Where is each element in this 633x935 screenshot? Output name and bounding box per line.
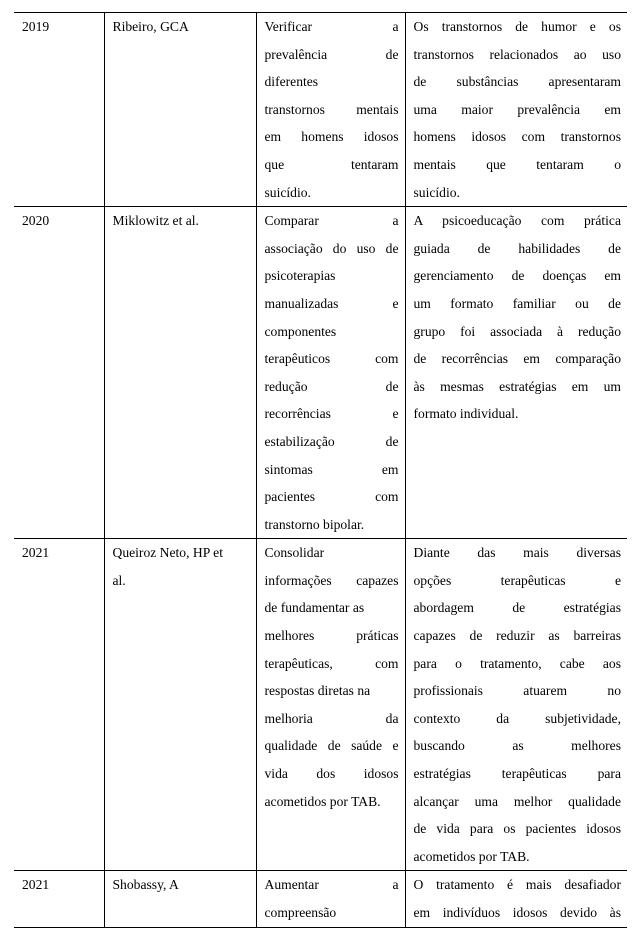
objective-line: Verificar a [264, 19, 399, 34]
objective-line: estabilização de [264, 433, 399, 449]
author-text: Miklowitz et al. [112, 213, 199, 229]
author-cell [104, 207, 256, 539]
result-line: estratégias terapêuticas para [413, 766, 621, 782]
objective-line: vida dos idosos [264, 766, 399, 782]
result-line: guiada de habilidades de [413, 240, 621, 256]
result-line: A psicoeducação com prática [413, 213, 621, 229]
year-text: 2021 [22, 877, 50, 893]
year-text: 2019 [22, 19, 50, 34]
objective-line: sintomas em [264, 461, 399, 477]
result-line: profissionais atuarem no [413, 683, 621, 699]
objective-line: transtorno bipolar. [264, 516, 365, 532]
objective-line: recorrências e [264, 406, 399, 422]
objective-line: terapêuticos com [264, 351, 399, 367]
result-line: formato individual. [413, 406, 519, 422]
result-cell [405, 13, 627, 207]
result-line: gerenciamento de doenças em [413, 268, 621, 284]
author-line: Queiroz Neto, HP et [112, 545, 223, 561]
result-line: grupo foi associada à redução [413, 323, 621, 339]
result-line: alcançar uma melhor qualidade [413, 793, 621, 809]
author-cell [104, 539, 256, 871]
result-cell [405, 207, 627, 539]
result-line: transtornos relacionados ao uso [413, 46, 621, 62]
objective-line: pacientes com [264, 489, 399, 505]
objective-line: em homens idosos [264, 129, 399, 145]
objective-line: manualizadas e [264, 295, 399, 311]
year-text: 2020 [22, 213, 50, 229]
objective-line: diferentes [264, 74, 319, 90]
result-line: opções terapêuticas e [413, 572, 621, 588]
author-line: al. [112, 572, 126, 588]
objective-line: respostas diretas na [264, 683, 371, 699]
objective-line: acometidos por TAB. [264, 793, 381, 809]
objective-line: Comparar a [264, 213, 399, 229]
result-line: de recorrências em comparação [413, 351, 621, 367]
year-cell [14, 207, 104, 539]
objective-cell [256, 207, 405, 539]
year-text: 2021 [22, 545, 50, 561]
author-text: Ribeiro, GCA [112, 19, 189, 34]
objective-line: que tentaram [264, 156, 399, 172]
result-cell [405, 539, 627, 871]
result-line: às mesmas estratégias em um [413, 378, 621, 394]
objective-cell [256, 13, 405, 207]
year-cell [14, 13, 104, 207]
review-table [14, 12, 627, 928]
objective-line: componentes [264, 323, 337, 339]
objective-line: melhoria da [264, 710, 399, 726]
result-line: um formato familiar ou de [413, 295, 621, 311]
table-row [14, 871, 627, 927]
result-line: em indivíduos idosos devido às [413, 905, 621, 920]
objective-line: associação do uso de [264, 240, 399, 256]
result-line: contexto da subjetividade, [413, 710, 621, 726]
result-line: uma maior prevalência em [413, 101, 621, 117]
result-line: mentais que tentaram o [413, 156, 621, 172]
objective-line: prevalência de [264, 46, 399, 62]
result-line: Os transtornos de humor e os [413, 19, 621, 34]
author-text: Shobassy, A [112, 877, 179, 893]
objective-line: redução de [264, 378, 399, 394]
result-line: homens idosos com transtornos [413, 129, 621, 145]
objective-line: suicídio. [264, 184, 311, 200]
objective-line: terapêuticas, com [264, 655, 399, 671]
table-row [14, 13, 627, 207]
year-cell [14, 871, 104, 927]
objective-line: Consolidar [264, 545, 325, 561]
author-cell [104, 13, 256, 207]
table-row [14, 207, 627, 539]
result-line: Diante das mais diversas [413, 545, 621, 561]
year-cell [14, 539, 104, 871]
result-line: abordagem de estratégias [413, 600, 621, 616]
result-line: de vida para os pacientes idosos [413, 821, 621, 837]
objective-line: transtornos mentais [264, 101, 399, 117]
result-line: capazes de reduzir as barreiras [413, 628, 621, 644]
result-line: acometidos por TAB. [413, 848, 530, 864]
objective-line: psicoterapias [264, 268, 336, 284]
result-line: buscando as melhores [413, 738, 621, 754]
objective-line: de fundamentar as [264, 600, 365, 616]
table-row [14, 539, 627, 871]
objective-line: informações capazes [264, 572, 399, 588]
result-line: suicídio. [413, 184, 460, 200]
objective-cell [256, 539, 405, 871]
objective-line: melhores práticas [264, 628, 399, 644]
result-line: O tratamento é mais desafiador [413, 877, 621, 893]
objective-cell [256, 871, 405, 927]
result-line: de substâncias apresentaram [413, 74, 621, 90]
objective-line: qualidade de saúde e [264, 738, 399, 754]
result-cell [405, 871, 627, 927]
table-body [14, 13, 627, 928]
author-cell [104, 871, 256, 927]
objective-line: Aumentar a [264, 877, 399, 893]
result-line: para o tratamento, cabe aos [413, 655, 621, 671]
objective-line: compreensão [264, 905, 337, 920]
